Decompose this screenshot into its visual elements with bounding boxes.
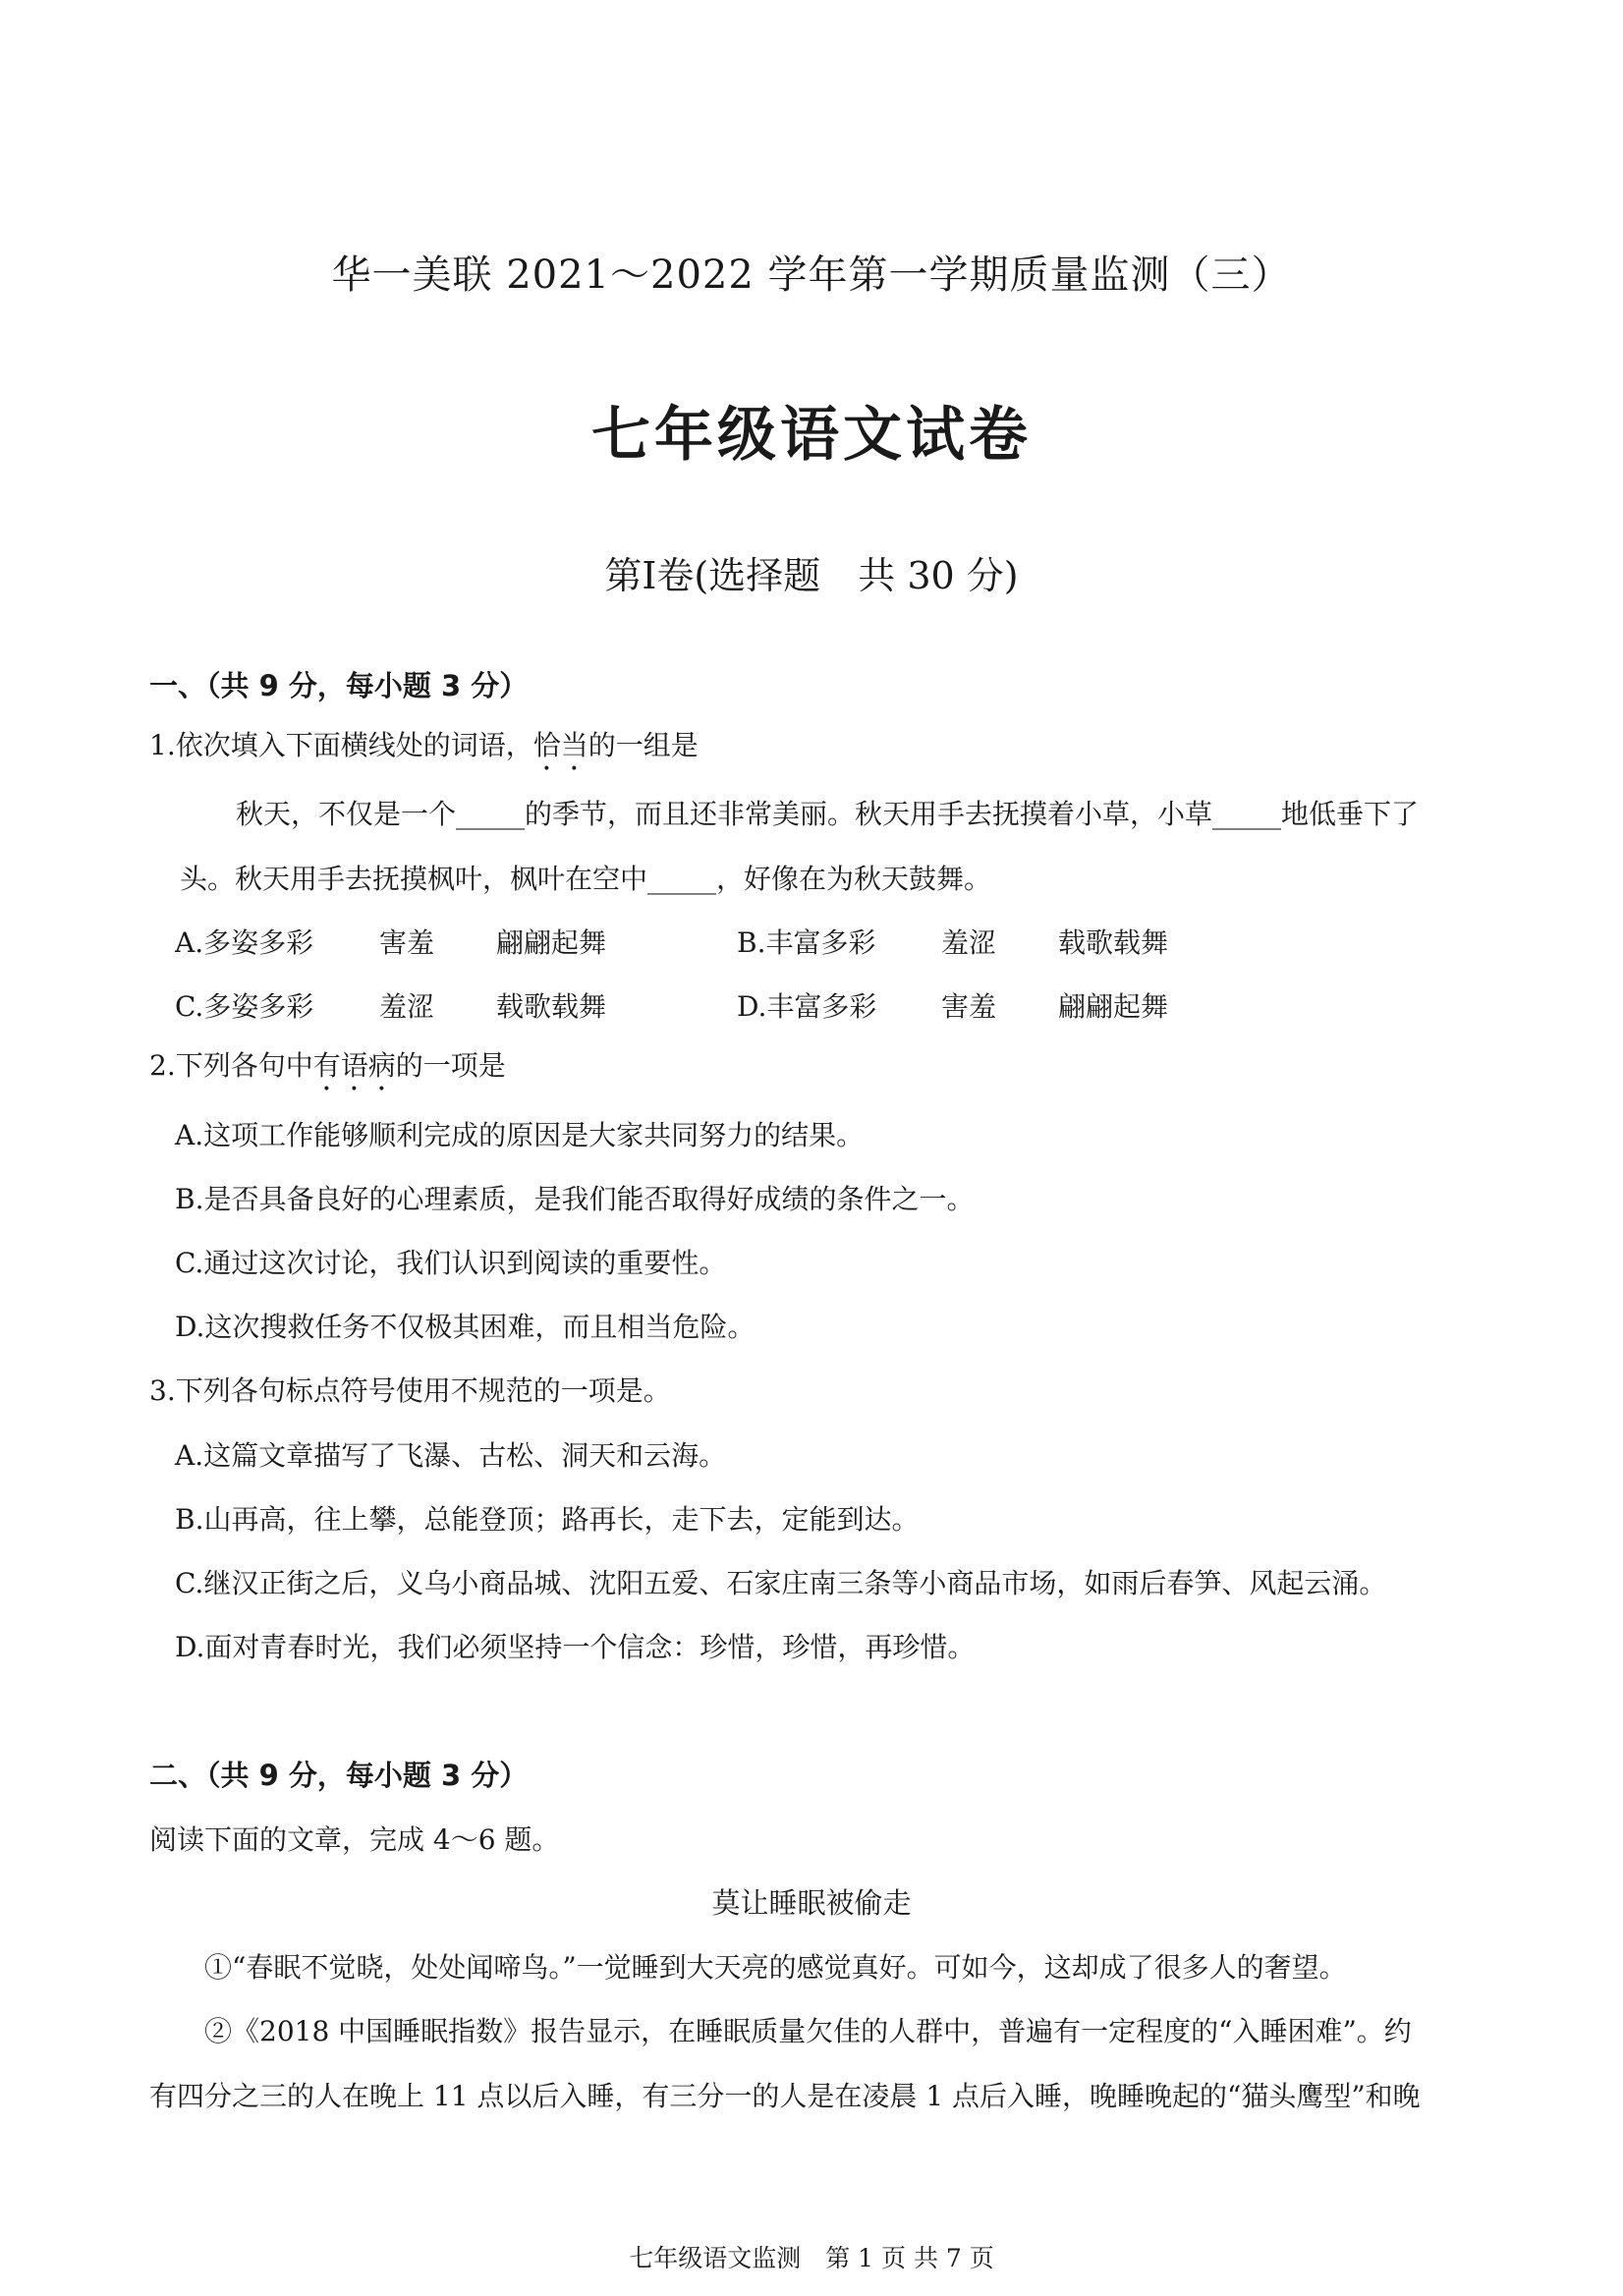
question-2-option-b: B.是否具备良好的心理素质，是我们能否取得好成绩的条件之一。	[175, 1183, 975, 1215]
question-1-stem-post: 的一组是	[588, 729, 699, 761]
option-d-word1: D.丰富多彩	[737, 990, 877, 1023]
question-3-option-a: A.这篇文章描写了飞瀑、古松、洞天和云海。	[175, 1439, 727, 1472]
article-paragraph-2-line2: 有四分之三的人在晚上 11 点以后入睡，有三分一的人是在凌晨 1 点后入睡，晚睡晚起的“猫头鹰型”和晚	[149, 2080, 1421, 2112]
question-2-stem	[149, 1044, 506, 1097]
question-2-stem-post: 的一项是	[395, 1049, 506, 1082]
option-a-word1: A.多姿多彩	[175, 926, 314, 959]
part-title: 第Ⅰ卷(选择题 共 30 分)	[604, 554, 1019, 597]
reading-instruction: 阅读下面的文章，完成 4～6 题。	[149, 1823, 560, 1856]
option-c-word1: C.多姿多彩	[175, 990, 314, 1023]
article-paragraph-2-line1: ②《2018 中国睡眠指数》报告显示，在睡眠质量欠佳的人群中，普遍有一定程度的“入睡困难”。约	[204, 2015, 1412, 2047]
question-3-stem: 3.下列各句标点符号使用不规范的一项是。	[149, 1374, 671, 1407]
subject-title: 七年级语文试卷	[591, 401, 1032, 470]
question-3-option-d: D.面对青春时光，我们必须坚持一个信念：珍惜，珍惜，再珍惜。	[175, 1631, 976, 1663]
option-b-word3: 载歌载舞	[1058, 926, 1169, 959]
option-c-word2: 羞涩	[379, 990, 435, 1023]
article-title: 莫让睡眠被偷走	[711, 1886, 912, 1920]
question-1-stem-pre: 1.依次填入下面横线处的词语，	[149, 729, 533, 761]
question-2-option-c: C.通过这次讨论，我们认识到阅读的重要性。	[175, 1247, 727, 1279]
question-2-stem-emphasis: 有语病	[312, 1049, 396, 1082]
question-2-stem-pre: 2.下列各句中	[149, 1049, 313, 1082]
question-1-passage-line1: 秋天，不仅是一个_____的季节，而且还非常美丽。秋天用手去抚摸着小草，小草_____地低垂下了	[236, 798, 1420, 830]
option-b-word2: 羞涩	[941, 926, 997, 959]
option-c-word3: 载歌载舞	[496, 990, 607, 1023]
question-1-passage-line2: 头。秋天用手去抚摸枫叶，枫叶在空中_____，好像在为秋天鼓舞。	[180, 863, 992, 895]
option-b-word1: B.丰富多彩	[737, 926, 876, 959]
option-d-word3: 翩翩起舞	[1058, 990, 1169, 1023]
section1-heading: 一、（共 9 分，每小题 3 分）	[149, 669, 529, 702]
question-2-option-a: A.这项工作能够顺利完成的原因是大家共同努力的结果。	[175, 1119, 865, 1151]
page-footer: 七年级语文监测 第 1 页 共 7 页	[629, 2244, 994, 2272]
option-d-word2: 害羞	[941, 990, 997, 1023]
section2-heading: 二、（共 9 分，每小题 3 分）	[149, 1759, 529, 1792]
question-2-option-d: D.这次搜救任务不仅极其困难，而且相当危险。	[175, 1311, 756, 1343]
question-3-option-b: B.山再高，往上攀，总能登顶；路再长，走下去，定能到达。	[175, 1503, 920, 1536]
option-a-word3: 翩翩起舞	[496, 926, 607, 959]
question-3-option-c: C.继汉正街之后，义乌小商品城、沈阳五爱、石家庄南三条等小商品市场，如雨后春笋、风起云涌。	[175, 1567, 1387, 1599]
question-1-stem-emphasis: 恰当	[532, 729, 588, 761]
question-1-stem	[149, 724, 699, 777]
article-paragraph-1: ①“春眠不觉晓，处处闻啼鸟。”一觉睡到大天亮的感觉真好。可如今，这却成了很多人的奢望。	[204, 1951, 1347, 1984]
exam-title: 华一美联 2021～2022 学年第一学期质量监测（三）	[331, 252, 1292, 298]
option-a-word2: 害羞	[379, 926, 435, 959]
